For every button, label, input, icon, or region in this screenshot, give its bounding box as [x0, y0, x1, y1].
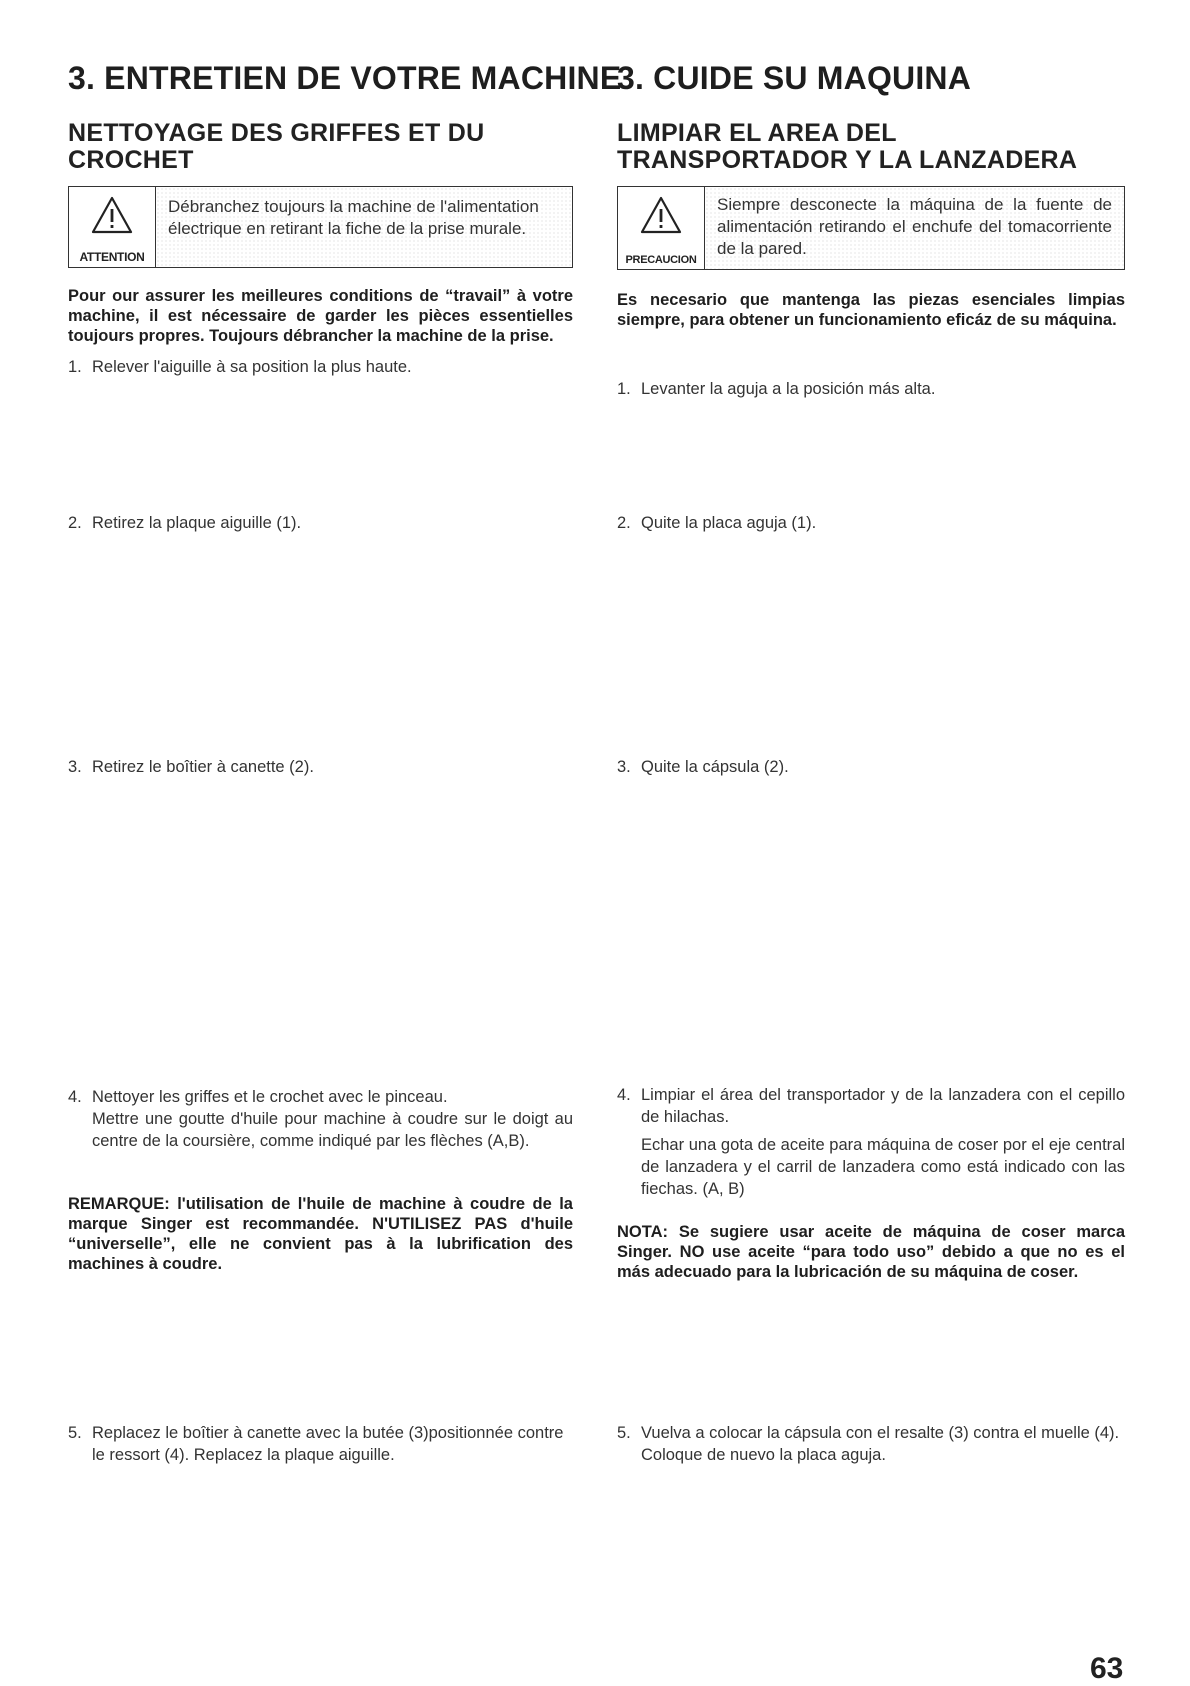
spanish-subtitle: LIMPIAR EL AREA DEL TRANSPORTADOR Y LA LANZADERA — [617, 119, 1078, 174]
step-number: 3. — [617, 758, 631, 776]
warning-triangle-icon — [90, 195, 134, 235]
step-text: Nettoyer les griffes et le crochet avec le pinceau. — [92, 1088, 448, 1106]
french-step-4 — [68, 1086, 573, 1152]
french-subtitle: NETTOYAGE DES GRIFFES ET DU CROCHET — [68, 119, 485, 174]
step-number: 5. — [68, 1424, 82, 1442]
step-text: Limpiar el área del transportador y de la lanzadera con el cepillo de hilachas. — [641, 1086, 1125, 1126]
warning-triangle-icon — [639, 195, 683, 235]
spanish-title: 3. CUIDE SU MAQUINA — [617, 60, 972, 96]
step-text: Replacez le boîtier à canette avec la butée (3)positionnée contre le ressort (4). Replacez la plaque aiguille. — [92, 1424, 564, 1464]
step-text: Levanter la aguja a la posición más alta. — [641, 380, 936, 398]
step-number: 2. — [617, 514, 631, 532]
spanish-note: NOTA: Se sugiere usar aceite de máquina de coser marca Singer. NO use aceite “para todo uso” debido a que no es el más adecuado para la lubricación de su máquina de coser. — [617, 1223, 1125, 1281]
step-number: 4. — [68, 1088, 82, 1106]
french-note: REMARQUE: l'utilisation de l'huile de machine à coudre de la marque Singer est recommandée. N'UTILISEZ PAS d'huile “universelle”, elle ne convient pas à la lubrification des machines à coudre. — [68, 1195, 573, 1273]
step-number: 5. — [617, 1424, 631, 1442]
spanish-column — [617, 0, 1125, 1684]
step-number: 3. — [68, 758, 82, 776]
french-step-1 — [68, 356, 573, 378]
step-number: 1. — [68, 358, 82, 376]
step-number: 2. — [68, 514, 82, 532]
spanish-step-4 — [617, 1084, 1125, 1200]
spanish-intro: Es necesario que mantenga las piezas esenciales limpias siempre, para obtener un funcionamiento eficáz de su máquina. — [617, 291, 1125, 329]
spanish-step-2 — [617, 512, 1125, 534]
warning-icon-cell — [69, 187, 156, 267]
step-text-continued: Mettre une goutte d'huile pour machine à coudre sur le doigt au centre de la coursière, comme indiqué par les flèches (A,B). — [92, 1110, 573, 1150]
step-number: 4. — [617, 1086, 631, 1104]
warning-label: ATTENTION — [79, 250, 145, 264]
spanish-warning-box — [617, 186, 1125, 270]
warning-text: Débranchez toujours la machine de l'alimentation électrique en retirant la fiche de la prise murale. — [156, 187, 572, 267]
warning-text: Siempre desconecte la máquina de la fuente de alimentación retirando el enchufe del tomacorriente de la pared. — [705, 187, 1124, 269]
spanish-step-5 — [617, 1422, 1125, 1466]
page-number: 63 — [1090, 1652, 1124, 1685]
warning-icon-cell — [618, 187, 705, 269]
step-text: Relever l'aiguille à sa position la plus haute. — [92, 358, 412, 376]
spanish-step-3 — [617, 756, 1125, 778]
warning-label: PRECAUCION — [625, 254, 697, 266]
step-number: 1. — [617, 380, 631, 398]
french-step-2 — [68, 512, 573, 534]
french-step-3 — [68, 756, 573, 778]
french-intro: Pour our assurer les meilleures conditions de “travail” à votre machine, il est nécessaire de garder les pièces essentielles toujours propres. Toujours débrancher la machine de la prise. — [68, 287, 573, 345]
french-title: 3. ENTRETIEN DE VOTRE MACHINE — [68, 60, 622, 96]
step-text: Retirez le boîtier à canette (2). — [92, 758, 314, 776]
french-step-5 — [68, 1422, 573, 1466]
step-text: Quite la cápsula (2). — [641, 758, 789, 776]
step-text: Quite la placa aguja (1). — [641, 514, 817, 532]
french-warning-box — [68, 186, 573, 268]
french-column — [68, 0, 622, 1684]
step-text: Vuelva a colocar la cápsula con el resalte (3) contra el muelle (4). Coloque de nuevo la placa aguja. — [641, 1424, 1120, 1464]
step-text: Retirez la plaque aiguille (1). — [92, 514, 302, 532]
spanish-step-1 — [617, 378, 1125, 400]
step-text-continued: Echar una gota de aceite para máquina de coser por el eje central de lanzadera y el carril de lanzadera como está indicado con las fiechas. (A, B) — [641, 1136, 1125, 1198]
